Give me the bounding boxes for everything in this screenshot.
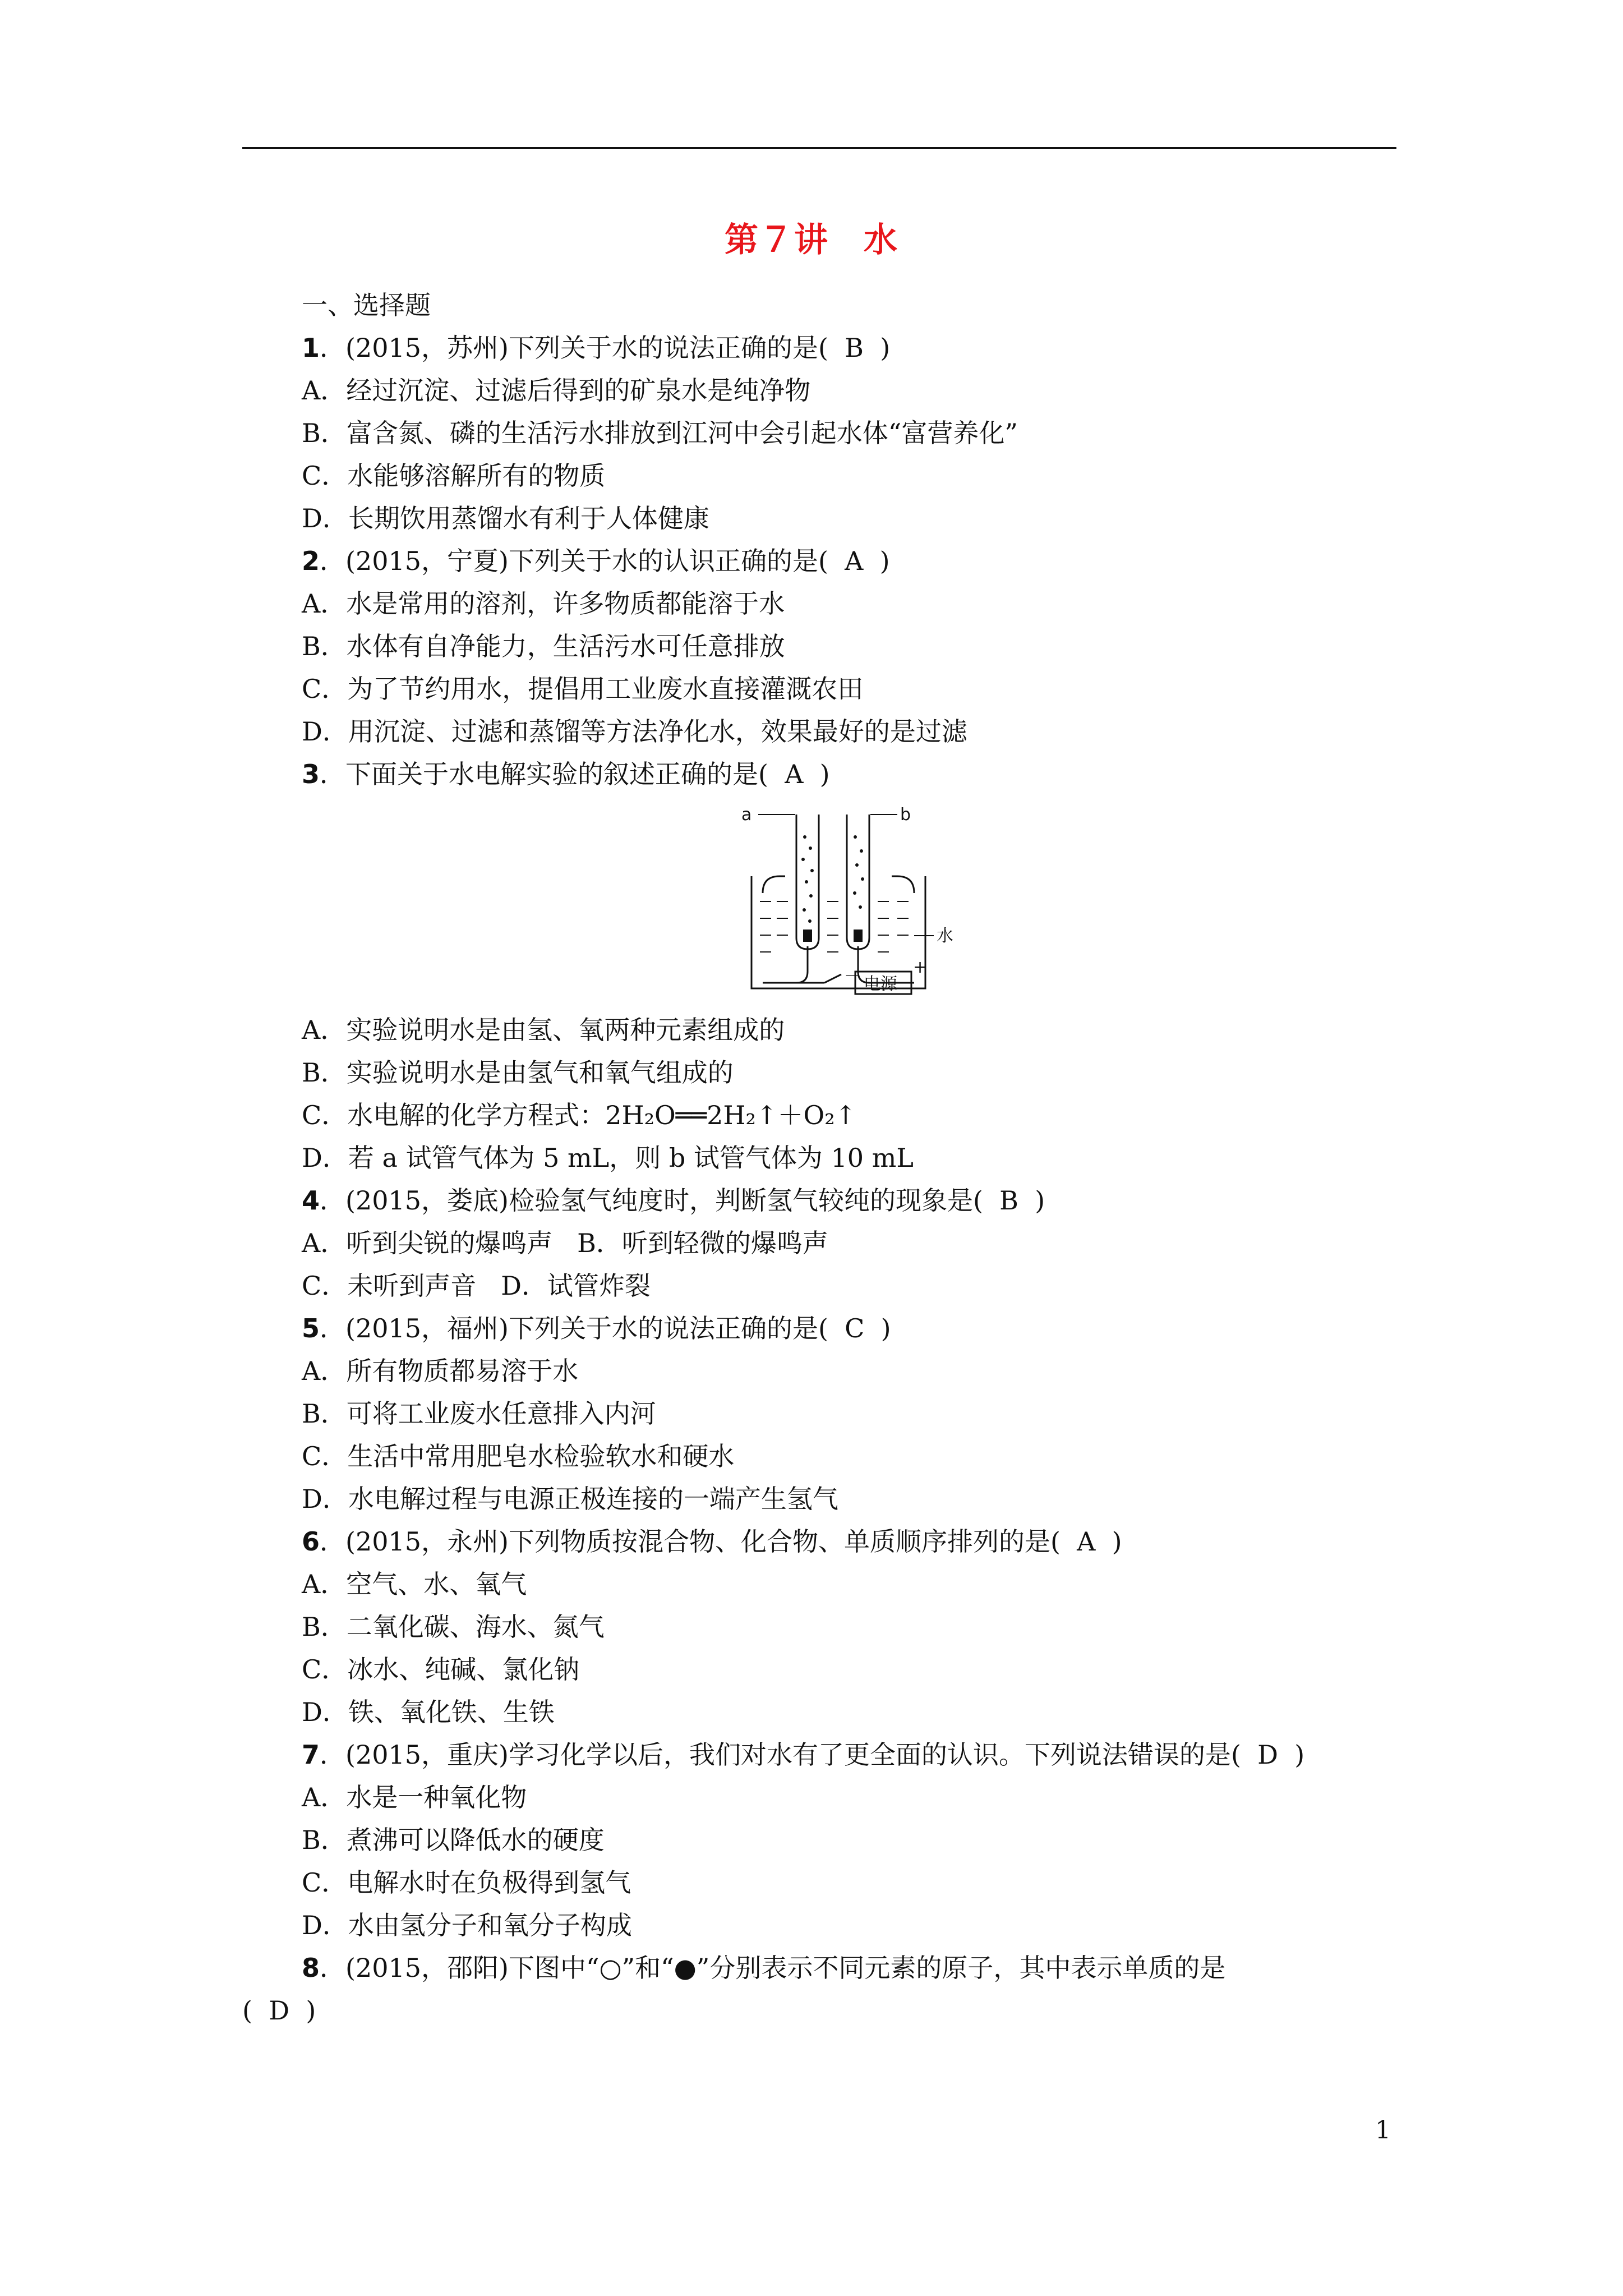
question-number: 5 — [302, 1313, 320, 1343]
diagram-label-b: b — [900, 805, 911, 825]
electrolysis-diagram — [729, 803, 965, 1005]
question-text: ．(2015，邵阳)下图中“○”和“●”分别表示不同元素的原子，其中表示单质的是 — [320, 1953, 1226, 1983]
section-heading: 一、选择题 — [302, 290, 431, 320]
question-4-stem — [302, 1184, 1045, 1217]
q2-option-d: D．用沉淀、过滤和蒸馏等方法净化水，效果最好的是过滤 — [302, 716, 967, 747]
q3-option-c: C．水电解的化学方程式：2H₂O══2H₂↑＋O₂↑ — [302, 1100, 857, 1130]
q3-option-a: A．实验说明水是由氢、氧两种元素组成的 — [302, 1015, 785, 1045]
q3-option-d: D．若 a 试管气体为 5 mL，则 b 试管气体为 10 mL — [302, 1143, 914, 1173]
question-text: ．下面关于水电解实验的叙述正确的是( A ) — [320, 759, 830, 789]
question-number: 6 — [302, 1526, 320, 1557]
question-8-stem — [302, 1951, 1225, 1985]
question-number: 8 — [302, 1953, 320, 1983]
q6-option-b: B．二氧化碳、海水、氮气 — [302, 1612, 605, 1642]
diagram-label-minus: － — [844, 967, 861, 986]
diagram-label-water: 水 — [937, 926, 953, 946]
q1-option-c: C．水能够溶解所有的物质 — [302, 461, 606, 491]
question-text: ．(2015，宁夏)下列关于水的认识正确的是( A ) — [320, 546, 890, 576]
q7-option-c: C．电解水时在负极得到氢气 — [302, 1867, 631, 1898]
q2-option-a: A．水是常用的溶剂，许多物质都能溶于水 — [302, 588, 785, 619]
question-7-stem — [302, 1738, 1304, 1772]
question-number: 1 — [302, 333, 320, 363]
question-3-stem — [302, 757, 830, 791]
question-number: 7 — [302, 1740, 320, 1770]
question-6-stem — [302, 1525, 1122, 1558]
q7-option-b: B．煮沸可以降低水的硬度 — [302, 1825, 605, 1855]
page-title: 第７讲 水 — [725, 220, 898, 260]
q6-option-c: C．冰水、纯碱、氯化钠 — [302, 1654, 580, 1685]
q2-option-c: C．为了节约用水，提倡用工业废水直接灌溉农田 — [302, 674, 864, 704]
question-number: 3 — [302, 759, 320, 789]
question-text: ．(2015，娄底)检验氢气纯度时，判断氢气较纯的现象是( B ) — [320, 1185, 1045, 1216]
q6-option-a: A．空气、水、氧气 — [302, 1569, 527, 1599]
diagram-label-a: a — [741, 805, 752, 825]
q3-option-b: B．实验说明水是由氢气和氧气组成的 — [302, 1057, 734, 1088]
q4-options-cd: C．未听到声音 D．试管炸裂 — [302, 1271, 651, 1301]
q5-option-a: A．所有物质都易溶于水 — [302, 1356, 579, 1386]
diagram-label-plus: + — [913, 958, 928, 977]
q1-option-d: D．长期饮用蒸馏水有利于人体健康 — [302, 503, 709, 533]
q8-answer-continuation: ( D ) — [242, 1995, 316, 2026]
q2-option-b: B．水体有自净能力，生活污水可任意排放 — [302, 631, 785, 661]
q6-option-d: D．铁、氧化铁、生铁 — [302, 1697, 555, 1727]
q1-option-b: B．富含氮、磷的生活污水排放到江河中会引起水体“富营养化” — [302, 418, 1018, 448]
q7-option-d: D．水由氢分子和氧分子构成 — [302, 1910, 632, 1940]
question-number: 2 — [302, 546, 320, 576]
question-text: ．(2015，永州)下列物质按混合物、化合物、单质顺序排列的是( A ) — [320, 1526, 1122, 1557]
question-text: ．(2015，苏州)下列关于水的说法正确的是( B ) — [320, 333, 891, 363]
q4-options-ab: A．听到尖锐的爆鸣声 B．听到轻微的爆鸣声 — [302, 1228, 828, 1258]
question-text: ．(2015，重庆)学习化学以后，我们对水有了更全面的认识。下列说法错误的是( D ) — [320, 1740, 1305, 1770]
question-5-stem — [302, 1312, 891, 1345]
page-number: 1 — [1375, 2116, 1391, 2145]
q5-option-c: C．生活中常用肥皂水检验软水和硬水 — [302, 1441, 735, 1471]
diagram-label-power: 电源 — [864, 974, 897, 994]
question-text: ．(2015，福州)下列关于水的说法正确的是( C ) — [320, 1313, 891, 1343]
q7-option-a: A．水是一种氧化物 — [302, 1782, 527, 1812]
question-2-stem — [302, 544, 890, 578]
question-number: 4 — [302, 1185, 320, 1216]
header-rule — [242, 147, 1396, 149]
q5-option-d: D．水电解过程与电源正极连接的一端产生氢气 — [302, 1484, 838, 1514]
question-1-stem — [302, 331, 890, 365]
q5-option-b: B．可将工业废水任意排入内河 — [302, 1398, 656, 1429]
q1-option-a: A．经过沉淀、过滤后得到的矿泉水是纯净物 — [302, 375, 811, 406]
